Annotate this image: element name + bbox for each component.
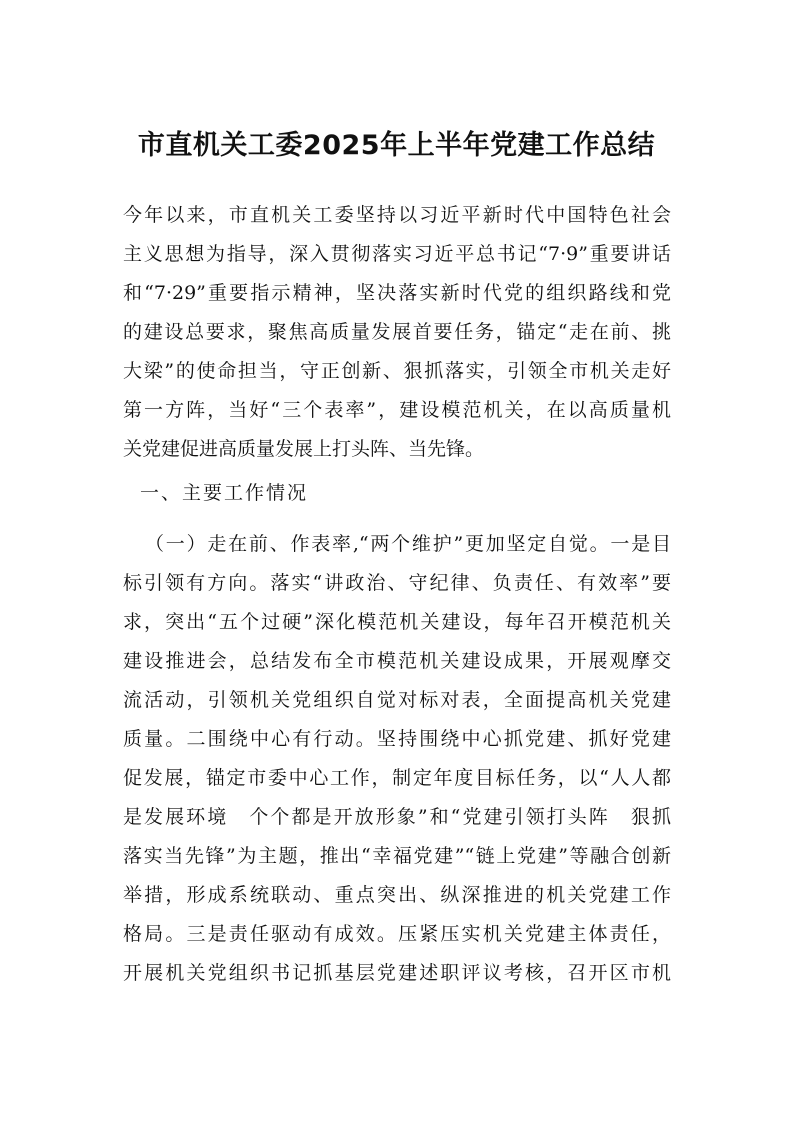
paragraph-2-line-12: 开展机关党组织书记抓基层党建述职评议考核，召开区市机: [123, 962, 671, 984]
paragraph-1-line-1: 今年以来，市直机关工委坚持以习近平新时代中国特色社会: [123, 204, 671, 226]
paragraph-2-line-6: 质量。二围绕中心有行动。坚持围绕中心抓党建、抓好党建: [123, 728, 671, 750]
paragraph-2-line-11: 格局。三是责任驱动有成效。压紧压实机关党建主体责任，: [123, 923, 671, 945]
paragraph-1-line-3: 和“7·29”重要指示精神，坚决落实新时代党的组织路线和党: [123, 282, 671, 304]
paragraph-2-line-5: 流活动，引领机关党组织自觉对标对表，全面提高机关党建: [123, 689, 671, 711]
paragraph-1-line-4: 的建设总要求，聚焦高质量发展首要任务，锚定“走在前、挑: [123, 321, 671, 343]
paragraph-2-line-8: 是发展环境 个个都是开放形象”和“党建引领打头阵 狠抓: [123, 806, 671, 828]
paragraph-2-line-10: 举措，形成系统联动、重点突出、纵深推进的机关党建工作: [123, 884, 671, 906]
paragraph-2-line-4: 建设推进会，总结发布全市模范机关建设成果，开展观摩交: [123, 650, 671, 672]
document-title: 市直机关工委2025年上半年党建工作总结: [137, 130, 656, 161]
paragraph-1-line-7: 关党建促进高质量发展上打头阵、当先锋。: [123, 438, 485, 460]
paragraph-2-line-3: 求，突出“五个过硬”深化模范机关建设，每年召开模范机关: [123, 611, 671, 633]
paragraph-1-line-6: 第一方阵，当好“三个表率”，建设模范机关，在以高质量机: [123, 399, 671, 421]
paragraph-2-line-2: 标引领有方向。落实“讲政治、守纪律、负责任、有效率”要: [123, 572, 671, 594]
paragraph-2-line-1: （一）走在前、作表率,“两个维护”更加坚定自觉。一是目: [145, 533, 671, 555]
section-heading: 一、主要工作情况: [140, 482, 309, 504]
paragraph-1-line-2: 主义思想为指导，深入贯彻落实习近平总书记“7·9”重要讲话: [123, 243, 671, 265]
paragraph-2-line-7: 促发展，锚定市委中心工作，制定年度目标任务，以“人人都: [123, 767, 671, 789]
paragraph-2-line-9: 落实当先锋”为主题，推出“幸福党建”“链上党建”等融合创新: [123, 845, 671, 867]
paragraph-1-line-5: 大梁”的使命担当，守正创新、狠抓落实，引领全市机关走好: [123, 360, 671, 382]
